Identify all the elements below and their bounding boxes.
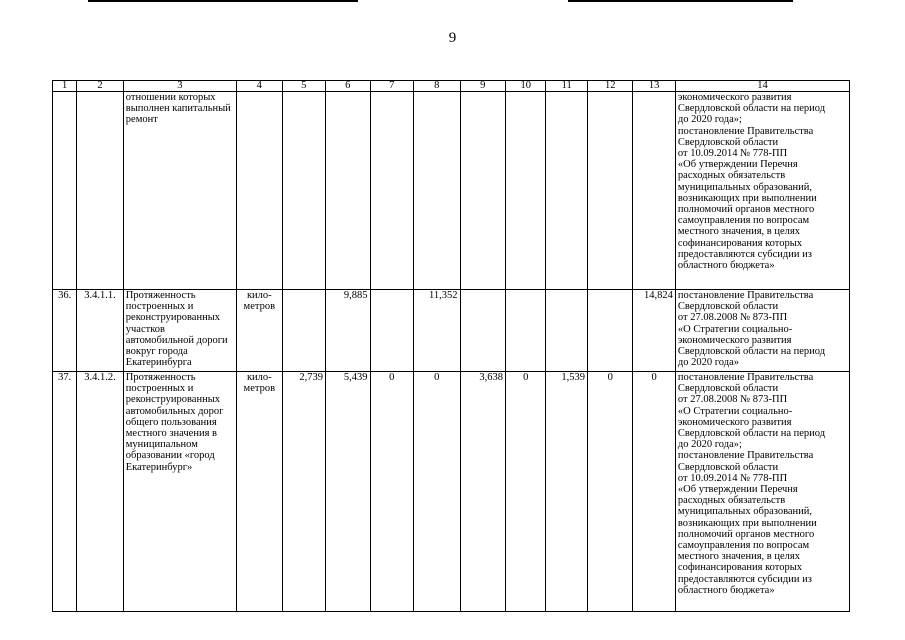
text-line: от 10.09.2014 № 778-ПП — [677, 472, 788, 484]
text-line: «О Стратегии социально- — [677, 323, 793, 335]
header-cell: 10 — [506, 81, 546, 92]
value-cell: 0 — [370, 372, 413, 612]
text-line: Свердловской области на период — [677, 346, 826, 358]
text-line: Екатеринбурга — [125, 357, 192, 369]
text-line: «Об утверждении Перечня — [677, 159, 798, 171]
header-cell: 12 — [587, 81, 633, 92]
header-cell: 4 — [237, 81, 283, 92]
text-line: расходных обязательств — [677, 495, 786, 507]
header-cell: 1 — [53, 81, 77, 92]
text-line: возникающих при выполнении — [677, 192, 817, 204]
value-cell — [370, 290, 413, 372]
text-line: общего пользования — [125, 416, 217, 428]
text-line: Свердловской области на период — [677, 428, 826, 440]
text-line: Протяженность — [125, 372, 196, 383]
value-cell: 11,352 — [414, 290, 461, 372]
text-line: муниципальных образований, — [677, 506, 813, 518]
value-cell: 2,739 — [282, 372, 325, 612]
text-line: Екатеринбург» — [125, 461, 193, 473]
text-line: самоуправления по вопросам — [677, 215, 810, 227]
text-line: постановление Правительства — [677, 450, 814, 462]
header-cell: 14 — [675, 81, 849, 92]
text-line: постановление Правительства — [677, 372, 814, 383]
row-number: 37. — [53, 372, 77, 612]
value-cell — [460, 290, 506, 372]
text-line: Свердловской области — [677, 301, 779, 313]
header-cell: 5 — [282, 81, 325, 92]
text-line: предоставляются субсидии из — [677, 248, 812, 260]
top-rule-left — [88, 0, 358, 2]
header-cell: 13 — [633, 81, 675, 92]
text-line: полномочий органов местного — [677, 528, 815, 540]
text-line: образовании «город — [125, 450, 215, 462]
continuation-row — [53, 92, 850, 290]
text-line: отношении которых — [125, 92, 216, 103]
row-code: 3.4.1.2. — [77, 372, 124, 612]
header-cell: 8 — [414, 81, 461, 92]
table-row — [53, 290, 850, 372]
unit-cell — [237, 372, 283, 612]
header-cell: 11 — [546, 81, 587, 92]
text-line: реконструированных — [125, 394, 221, 406]
text-line: экономического развития — [677, 416, 792, 428]
text-line: от 27.08.2008 № 873-ПП — [677, 312, 788, 324]
text-line: предоставляются субсидии из — [677, 573, 812, 585]
text-line: самоуправления по вопросам — [677, 540, 810, 552]
text-line: кило- — [246, 290, 272, 301]
text-line: построенных и — [125, 301, 194, 313]
text-line: возникающих при выполнении — [677, 517, 817, 529]
value-cell — [587, 290, 633, 372]
text-line: софинансирования которых — [677, 237, 803, 249]
value-cell: 0 — [587, 372, 633, 612]
text-line: полномочий органов местного — [677, 204, 815, 216]
value-cell: 3,638 — [460, 372, 506, 612]
value-cell: 14,824 — [633, 290, 675, 372]
text-line: выполнен капитальный — [125, 103, 231, 115]
text-line: местного значения, в целях — [677, 551, 800, 563]
text-line: автомобильной дороги — [125, 334, 228, 346]
text-line: до 2020 года» — [677, 357, 739, 369]
value-cell: 5,439 — [326, 372, 371, 612]
row-code: 3.4.1.1. — [77, 290, 124, 372]
indicator-name-cell — [123, 372, 236, 612]
value-cell — [282, 290, 325, 372]
text-line: постановление Правительства — [677, 125, 814, 137]
unit-cell — [237, 290, 283, 372]
basis-cell — [675, 372, 849, 612]
indicators-table — [52, 80, 850, 612]
header-cell: 7 — [370, 81, 413, 92]
text-line: Свердловской области на период — [677, 103, 826, 115]
text-line: муниципальном — [125, 439, 198, 451]
text-line: Протяженность — [125, 290, 196, 301]
indicator-name-cell — [123, 92, 236, 290]
text-line: местного значения, в целях — [677, 226, 800, 238]
text-line: автомобильных дорог — [125, 405, 224, 417]
text-line: метров — [243, 383, 276, 395]
basis-cell — [675, 92, 849, 290]
text-line: до 2020 года»; — [677, 439, 742, 451]
text-line: местного значения в — [125, 428, 217, 440]
header-cell: 2 — [77, 81, 124, 92]
text-line: от 27.08.2008 № 873-ПП — [677, 394, 788, 406]
row-number: 36. — [53, 290, 77, 372]
value-cell: 0 — [506, 372, 546, 612]
text-line: до 2020 года»; — [677, 114, 742, 126]
indicator-name-cell — [123, 290, 236, 372]
text-line: муниципальных образований, — [677, 181, 813, 193]
text-line: реконструированных — [125, 312, 221, 324]
text-line: постановление Правительства — [677, 290, 814, 301]
header-cell: 3 — [123, 81, 236, 92]
value-cell: 9,885 — [326, 290, 371, 372]
text-line: Свердловской области — [677, 136, 779, 148]
value-cell — [546, 290, 587, 372]
value-cell: 0 — [633, 372, 675, 612]
header-row — [53, 81, 850, 92]
text-line: Свердловской области — [677, 383, 779, 395]
text-line: кило- — [246, 372, 272, 383]
basis-cell — [675, 290, 849, 372]
text-line: построенных и — [125, 383, 194, 395]
text-line: «О Стратегии социально- — [677, 405, 793, 417]
value-cell: 0 — [414, 372, 461, 612]
text-line: вокруг города — [125, 346, 188, 358]
text-line: софинансирования которых — [677, 562, 803, 574]
text-line: участков — [125, 323, 165, 335]
text-line: «Об утверждении Перечня — [677, 484, 798, 496]
text-line: метров — [243, 301, 276, 313]
top-rule-right — [568, 0, 793, 2]
text-line: экономического развития — [677, 92, 792, 103]
text-line: областного бюджета» — [677, 584, 775, 596]
table-row — [53, 372, 850, 612]
text-line: экономического развития — [677, 334, 792, 346]
text-line: областного бюджета» — [677, 260, 775, 272]
header-cell: 6 — [326, 81, 371, 92]
text-line: от 10.09.2014 № 778-ПП — [677, 148, 788, 160]
value-cell: 1,539 — [546, 372, 587, 612]
text-line: Свердловской области — [677, 461, 779, 473]
header-cell: 9 — [460, 81, 506, 92]
page-number: 9 — [448, 30, 457, 46]
value-cell — [506, 290, 546, 372]
text-line: ремонт — [125, 114, 158, 126]
text-line: расходных обязательств — [677, 170, 786, 182]
